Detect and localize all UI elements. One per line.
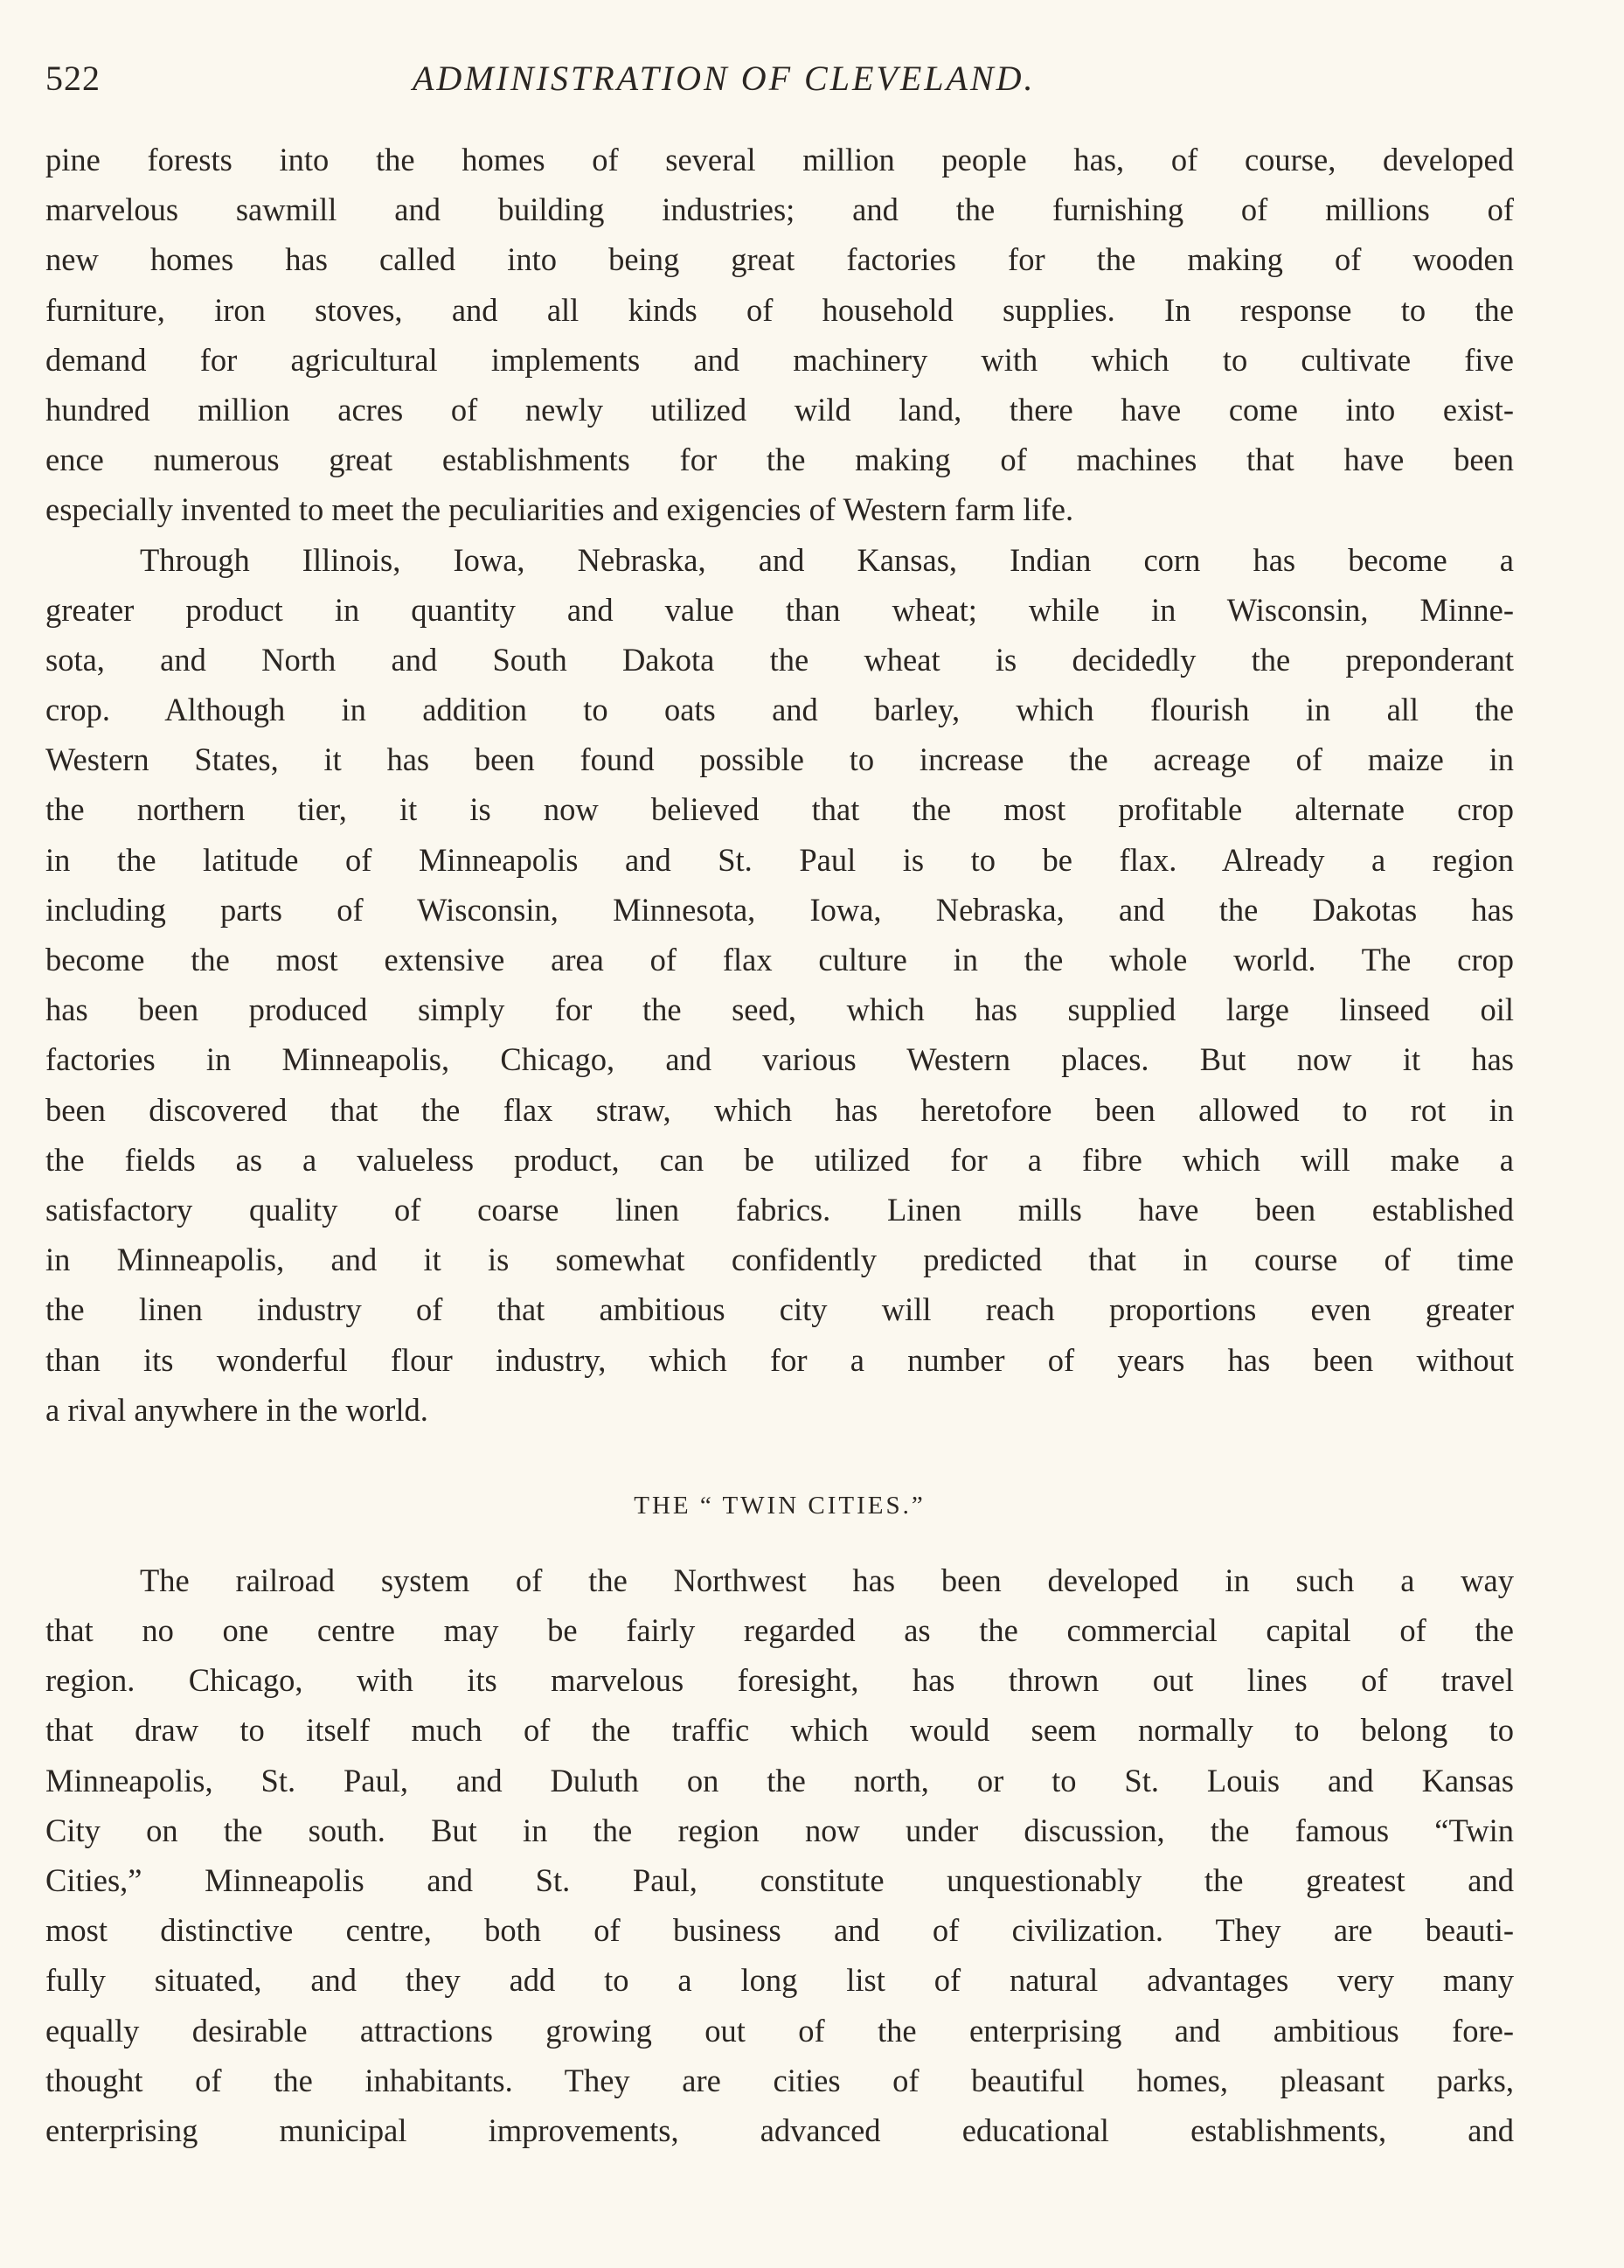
running-title: ADMINISTRATION OF CLEVELAND. bbox=[413, 59, 1036, 98]
body-text bbox=[45, 135, 1514, 2155]
text-line: has been produced simply for the seed, which has supplied large linseed oil bbox=[45, 991, 1514, 1028]
text-line: The railroad system of the Northwest has been developed in such a way bbox=[140, 1562, 1514, 1598]
text-line: in Minneapolis, and it is somewhat confidently predicted that in course of time bbox=[45, 1242, 1514, 1278]
text-line: the northern tier, it is now believed that the most profitable alternate crop bbox=[45, 791, 1514, 828]
text-line: factories in Minneapolis, Chicago, and various Western places. But now it has bbox=[45, 1041, 1514, 1078]
text-line: enterprising municipal improvements, advanced educational establishments, and bbox=[45, 2111, 1514, 2148]
text-line: the linen industry of that ambitious city will reach proportions even greater bbox=[45, 1291, 1514, 1328]
text-line: crop. Although in addition to oats and barley, which flourish in all the bbox=[45, 692, 1514, 728]
running-head bbox=[45, 58, 1514, 107]
paragraph-twin-cities bbox=[45, 1555, 1514, 2155]
text-line: ence numerous great establishments for the making of machines that have been bbox=[45, 442, 1514, 478]
text-line: hundred million acres of newly utilized wild land, there have come into exist- bbox=[45, 391, 1514, 428]
paragraph-continued bbox=[45, 135, 1514, 535]
text-line: a rival anywhere in the world. bbox=[45, 1391, 428, 1428]
text-line: fully situated, and they add to a long list of natural advantages very many bbox=[45, 1962, 1514, 1999]
text-line: greater product in quantity and value than wheat; while in Wisconsin, Minne- bbox=[45, 591, 1514, 628]
text-line: most distinctive centre, both of business and of civilization. They are beauti- bbox=[45, 1912, 1514, 1949]
text-line: Minneapolis, St. Paul, and Duluth on the north, or to St. Louis and Kansas bbox=[45, 1762, 1514, 1798]
text-line: region. Chicago, with its marvelous foresight, has thrown out lines of travel bbox=[45, 1662, 1514, 1699]
text-line: satisfactory quality of coarse linen fabrics. Linen mills have been established bbox=[45, 1191, 1514, 1228]
page-number: 522 bbox=[45, 59, 101, 98]
text-line: City on the south. But in the region now under discussion, the famous “Twin bbox=[45, 1812, 1514, 1848]
text-line: sota, and North and South Dakota the wheat is decidedly the preponderant bbox=[45, 641, 1514, 678]
text-line: become the most extensive area of flax culture in the whole world. The crop bbox=[45, 942, 1514, 977]
text-line: in the latitude of Minneapolis and St. Paul is to be flax. Already a region bbox=[45, 841, 1514, 878]
text-line: Western States, it has been found possible to increase the acreage of maize in bbox=[45, 741, 1514, 778]
text-line: Cities,” Minneapolis and St. Paul, constitute unquestionably the greatest and bbox=[45, 1862, 1514, 1898]
text-line: especially invented to meet the peculiarities and exigencies of Western farm life. bbox=[45, 491, 1074, 528]
text-line: pine forests into the homes of several million people has, of course, developed bbox=[45, 142, 1514, 177]
text-line: than its wonderful flour industry, which for a number of years has been without bbox=[45, 1341, 1514, 1378]
text-line: furniture, iron stoves, and all kinds of household supplies. In response to the bbox=[45, 291, 1514, 328]
text-line: new homes has called into being great factories for the making of wooden bbox=[45, 241, 1514, 278]
text-line: demand for agricultural implements and machinery with which to cultivate five bbox=[45, 341, 1514, 378]
text-line: that no one centre may be fairly regarded as the commercial capital of the bbox=[45, 1612, 1514, 1649]
text-line: including parts of Wisconsin, Minnesota, Iowa, Nebraska, and the Dakotas has bbox=[45, 891, 1514, 928]
text-line: that draw to itself much of the traffic which would seem normally to belong to bbox=[45, 1712, 1514, 1749]
section-heading: THE “ TWIN CITIES.” bbox=[634, 1491, 926, 1520]
paragraph-flax bbox=[45, 535, 1514, 1435]
text-line: marvelous sawmill and building industries; and the furnishing of millions of bbox=[45, 191, 1514, 228]
text-line: been discovered that the flax straw, which has heretofore been allowed to rot in bbox=[45, 1091, 1514, 1128]
text-line: the fields as a valueless product, can be utilized for a fibre which will make a bbox=[45, 1141, 1514, 1178]
text-line: Through Illinois, Iowa, Nebraska, and Kansas, Indian corn has become a bbox=[140, 541, 1514, 578]
text-line: thought of the inhabitants. They are cities of beautiful homes, pleasant parks, bbox=[45, 2062, 1514, 2098]
text-line: equally desirable attractions growing out of the enterprising and ambitious fore- bbox=[45, 2012, 1514, 2049]
